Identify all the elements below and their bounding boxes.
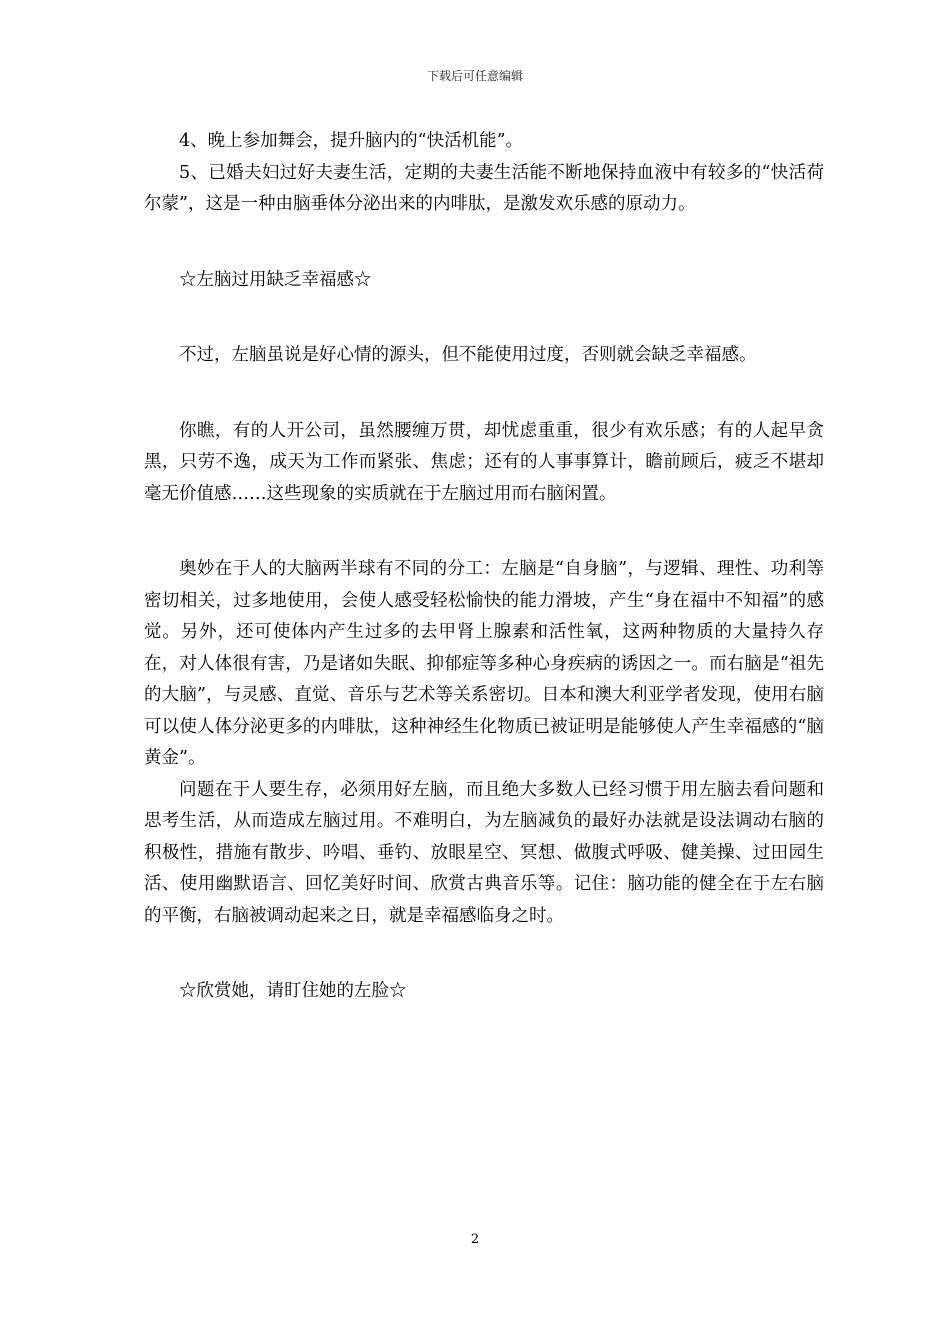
paragraph-item-5: 5、已婚夫妇过好夫妻生活，定期的夫妻生活能不断地保持血液中有较多的“快活荷尔蒙”，这是一种由脑垂体分泌出来的内啡肽，是激发欢乐感的原动力。 — [144, 162, 824, 214]
document-body — [144, 126, 824, 1008]
paragraph-item-4: 4、晚上参加舞会，提升脑内的“快活机能”。 — [179, 131, 524, 151]
paragraph-brain-division: 奥妙在于人的大脑两半球有不同的分工：左脑是“自身脑”，与逻辑、理性、功利等密切相关，过多地使用，会使人感受轻松愉快的能力滑坡，产生“身在福中不知福”的感觉。另外，还可使体内产生过多的去甲肾上腺素和活性氧，这两种物质的大量持久存在，对人体很有害，乃是诸如失眠、抑郁症等多种心身疾病的诱因之一。而右脑是“祖先的大脑”，与灵感、直觉、音乐与艺术等关系密切。日本和澳大利亚学者发现，使用右脑可以使人体分泌更多的内啡肽，这种神经生化物质已被证明是能够使人产生幸福感的“脑黄金”。 — [144, 559, 824, 768]
page-number: 2 — [470, 1232, 480, 1247]
paragraph-left-brain-intro: 不过，左脑虽说是好心情的源头，但不能使用过度，否则就会缺乏幸福感。 — [179, 345, 757, 365]
paragraph-examples: 你瞧，有的人开公司，虽然腰缠万贯，却忧虑重重，很少有欢乐感；有的人起早贪黑，只劳不逸，成天为工作而紧张、焦虑；还有的人事事算计，瞻前顾后，疲乏不堪却毫无价值感……这些现象的实质就在于左脑过用而右脑闲置。 — [144, 420, 824, 504]
section-heading-left-brain: ☆左脑过用缺乏幸福感☆ — [179, 269, 372, 290]
section-heading-left-face: ☆欣赏她，请盯住她的左脸☆ — [179, 981, 407, 1001]
page-header: 下载后可任意编辑 — [426, 69, 523, 83]
paragraph-solution: 问题在于人要生存，必须用好左脑，而且绝大多数人已经习惯于用左脑去看问题和思考生活，从而造成左脑过用。不难明白，为左脑减负的最好办法就是设法调动右脑的积极性，措施有散步、吟唱、垂钓、放眼星空、冥想、做腹式呼吸、健美操、过田园生活、使用幽默语言、回忆美好时间、欣赏古典音乐等。记住：脑功能的健全在于左右脑的平衡，右脑被调动起来之日，就是幸福感临身之时。 — [144, 779, 824, 926]
